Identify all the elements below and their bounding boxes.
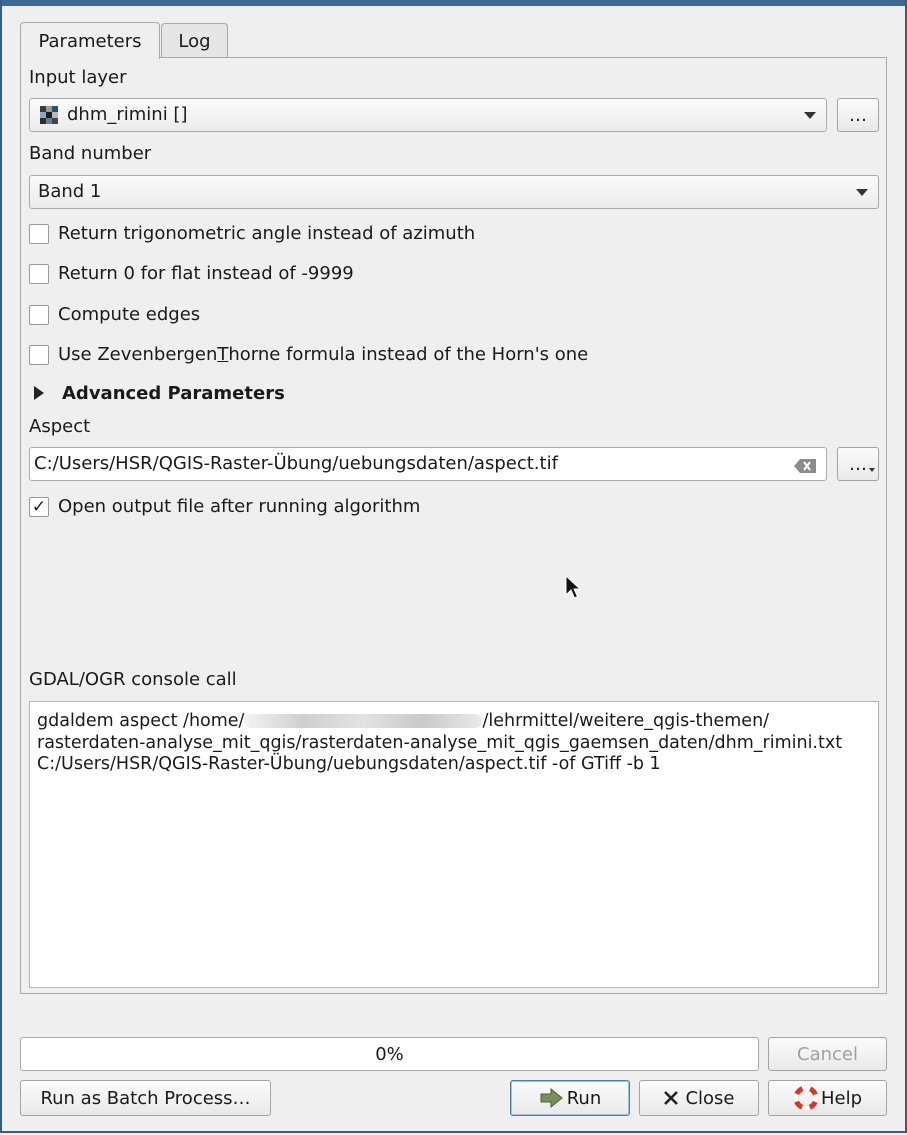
compute-edges-label: Compute edges: [58, 304, 201, 325]
help-button-label: Help: [820, 1087, 863, 1109]
run-icon: [539, 1088, 563, 1108]
progress-text: 0%: [375, 1043, 404, 1065]
advanced-parameters-label: Advanced Parameters: [62, 382, 285, 404]
aspect-label: Aspect: [29, 416, 91, 437]
input-layer-browse-button[interactable]: [837, 98, 879, 132]
aspect-browse-button[interactable]: [837, 447, 879, 481]
console-line-3: C:/Users/HSR/QGIS-Raster-Übung/uebungsdaten/aspect.tif -of GTiff -b 1: [37, 754, 661, 774]
batch-process-button[interactable]: [20, 1080, 271, 1116]
zevenbergen-checkbox[interactable]: [29, 345, 49, 365]
band-number-label: Band number: [29, 143, 152, 164]
close-button-label: Close: [685, 1087, 735, 1109]
redacted-path: [244, 714, 482, 728]
aspect-output-field[interactable]: [29, 447, 827, 481]
run-button-label: Run: [566, 1087, 602, 1109]
tab-log-label: Log: [178, 30, 211, 52]
console-call-label: GDAL/OGR console call: [29, 669, 237, 690]
chevron-down-icon: [804, 112, 816, 119]
batch-process-label: Run as Batch Process…: [40, 1087, 251, 1109]
tab-parameters-label: Parameters: [38, 30, 142, 52]
zero-for-flat-label: Return 0 for flat instead of -9999: [58, 263, 354, 284]
triangle-right-icon: [34, 386, 44, 400]
raster-layer-icon: [40, 106, 58, 124]
input-layer-label: Input layer: [29, 67, 127, 88]
input-layer-value: dhm_rimini []: [67, 104, 188, 125]
cancel-button[interactable]: [768, 1037, 887, 1071]
open-output-label: Open output file after running algorithm: [58, 496, 421, 517]
band-number-combo[interactable]: [29, 175, 879, 209]
close-icon: [663, 1090, 679, 1106]
zevenbergen-label: Use ZevenbergenThorne formula instead of the Horn's one: [58, 344, 589, 365]
progress-bar: [20, 1037, 759, 1071]
zero-for-flat-checkbox[interactable]: [29, 264, 49, 284]
input-layer-combo[interactable]: [29, 98, 827, 132]
advanced-parameters-toggle[interactable]: [34, 381, 285, 405]
tab-parameters[interactable]: [20, 22, 160, 59]
aspect-browse-label: …: [849, 453, 867, 475]
help-button[interactable]: [768, 1080, 887, 1116]
input-layer-browse-label: …: [849, 104, 867, 126]
console-line-2: rasterdaten-analyse_mit_qgis/rasterdaten-analyse_mit_qgis_gaemsen_daten/dhm_rimini.txt: [37, 733, 843, 753]
tab-log[interactable]: [161, 23, 228, 58]
close-button[interactable]: [639, 1080, 759, 1116]
aspect-output-value: C:/Users/HSR/QGIS-Raster-Übung/uebungsdaten/aspect.tif: [34, 453, 558, 474]
chevron-down-icon: [856, 189, 868, 196]
chevron-down-icon: [869, 468, 875, 472]
compute-edges-checkbox[interactable]: [29, 305, 49, 325]
mouse-cursor-icon: [565, 575, 581, 606]
checkmark-icon: ✓: [31, 497, 47, 517]
console-line-1: gdaldem aspect /home/ /lehrmittel/weitere_qgis-themen/: [37, 711, 770, 731]
open-output-checkbox[interactable]: [29, 497, 49, 517]
cancel-button-label: Cancel: [797, 1043, 858, 1065]
clear-icon[interactable]: [794, 457, 816, 478]
help-icon: [793, 1085, 819, 1111]
trig-angle-label: Return trigonometric angle instead of azimuth: [58, 223, 476, 244]
band-number-value: Band 1: [38, 181, 102, 202]
console-call-text[interactable]: [29, 701, 879, 988]
run-button[interactable]: [510, 1080, 630, 1116]
trig-angle-checkbox[interactable]: [29, 224, 49, 244]
